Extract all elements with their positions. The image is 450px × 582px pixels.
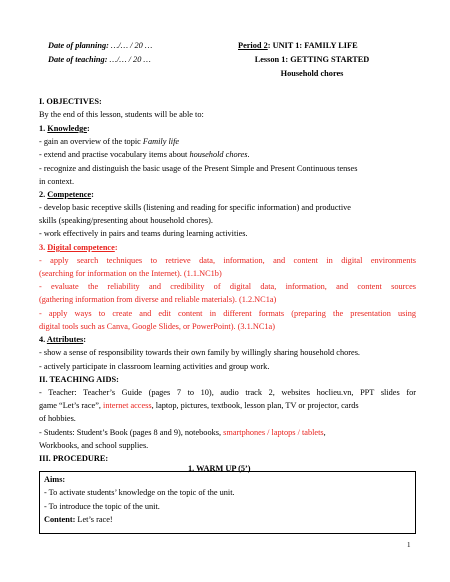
procedure-heading: III. PROCEDURE: [39, 454, 109, 463]
teaching-aids-heading: II. TEACHING AIDS: [39, 375, 119, 384]
content-line: Content: Let’s race! [44, 515, 113, 524]
attributes-heading: 4. Attributes: [39, 335, 87, 344]
digital-line-2b: (gathering information from diverse and reliable materials). (1.2.NC1a) [39, 295, 277, 304]
competence-heading: 2. Competence: [39, 190, 94, 199]
warm-up-heading: 1. WARM UP (5’) [188, 464, 251, 473]
digital-line-3: - apply ways to create and edit content in different formats (preparing the presentation using [39, 309, 416, 318]
student-aids-line-1: - Students: Student’s Book (pages 8 and 9), notebooks, smartphones / laptops / tablets, [39, 428, 326, 437]
objectives-heading: I. OBJECTIVES: [39, 97, 102, 106]
digital-line-3b: digital tools such as Canva, Google Slides, or PowerPoint). (3.1.NC1a) [39, 322, 275, 331]
attributes-line-2: - actively participate in classroom learning activities and group work. [39, 362, 270, 371]
knowledge-line-3b: in context. [39, 177, 75, 186]
knowledge-heading: 1. Knowledge: [39, 124, 90, 133]
page-number: 1 [407, 541, 411, 549]
teacher-aids-line-3: of hobbies. [39, 414, 76, 423]
aim-line-2: - To introduce the topic of the unit. [44, 502, 160, 511]
period-title: Period 2: UNIT 1: FAMILY LIFE [238, 41, 358, 50]
teacher-aids-line-1: - Teacher: Teacher’s Guide (pages 7 to 10), audio track 2, websites hoclieu.vn, PPT slides for [39, 388, 416, 397]
attributes-line-1: - show a sense of responsibility towards their own family by willingly sharing household chores. [39, 348, 360, 357]
competence-line-1: - develop basic receptive skills (listening and reading for specific information) and productive [39, 203, 351, 212]
teacher-aids-line-2: game “Let’s race”, internet access, laptop, pictures, textbook, lesson plan, TV or projector, cards [39, 401, 359, 410]
lesson-subtitle: Household chores [280, 69, 344, 78]
digital-line-1b: (searching for information on the Internet). (1.1.NC1b) [39, 269, 222, 278]
digital-heading: 3. Digital competence: [39, 243, 118, 252]
competence-line-1b: skills (speaking/presenting about household chores). [39, 216, 213, 225]
knowledge-line-3: - recognize and distinguish the basic usage of the Present Simple and Present Continuous tenses [39, 164, 358, 173]
digital-line-2: - evaluate the reliability and credibility of digital data, information, and content sources [39, 282, 416, 291]
lesson-title: Lesson 1: GETTING STARTED [254, 55, 370, 64]
knowledge-line-2: - extend and practise vocabulary items about household chores. [39, 150, 250, 159]
competence-line-2: - work effectively in pairs and teams during learning activities. [39, 229, 248, 238]
student-aids-line-2: Workbooks, and school supplies. [39, 441, 149, 450]
date-of-planning: Date of planning: …/… / 20 … [48, 41, 153, 50]
date-of-teaching: Date of teaching: …/… / 20 … [48, 55, 151, 64]
digital-line-1: - apply search techniques to retrieve data, information, and content in digital environments [39, 256, 416, 265]
knowledge-line-1: - gain an overview of the topic Family life [39, 137, 180, 146]
objectives-intro: By the end of this lesson, students will be able to: [39, 110, 204, 119]
aims-label: Aims: [44, 475, 66, 484]
aim-line-1: - To activate students’ knowledge on the topic of the unit. [44, 488, 235, 497]
